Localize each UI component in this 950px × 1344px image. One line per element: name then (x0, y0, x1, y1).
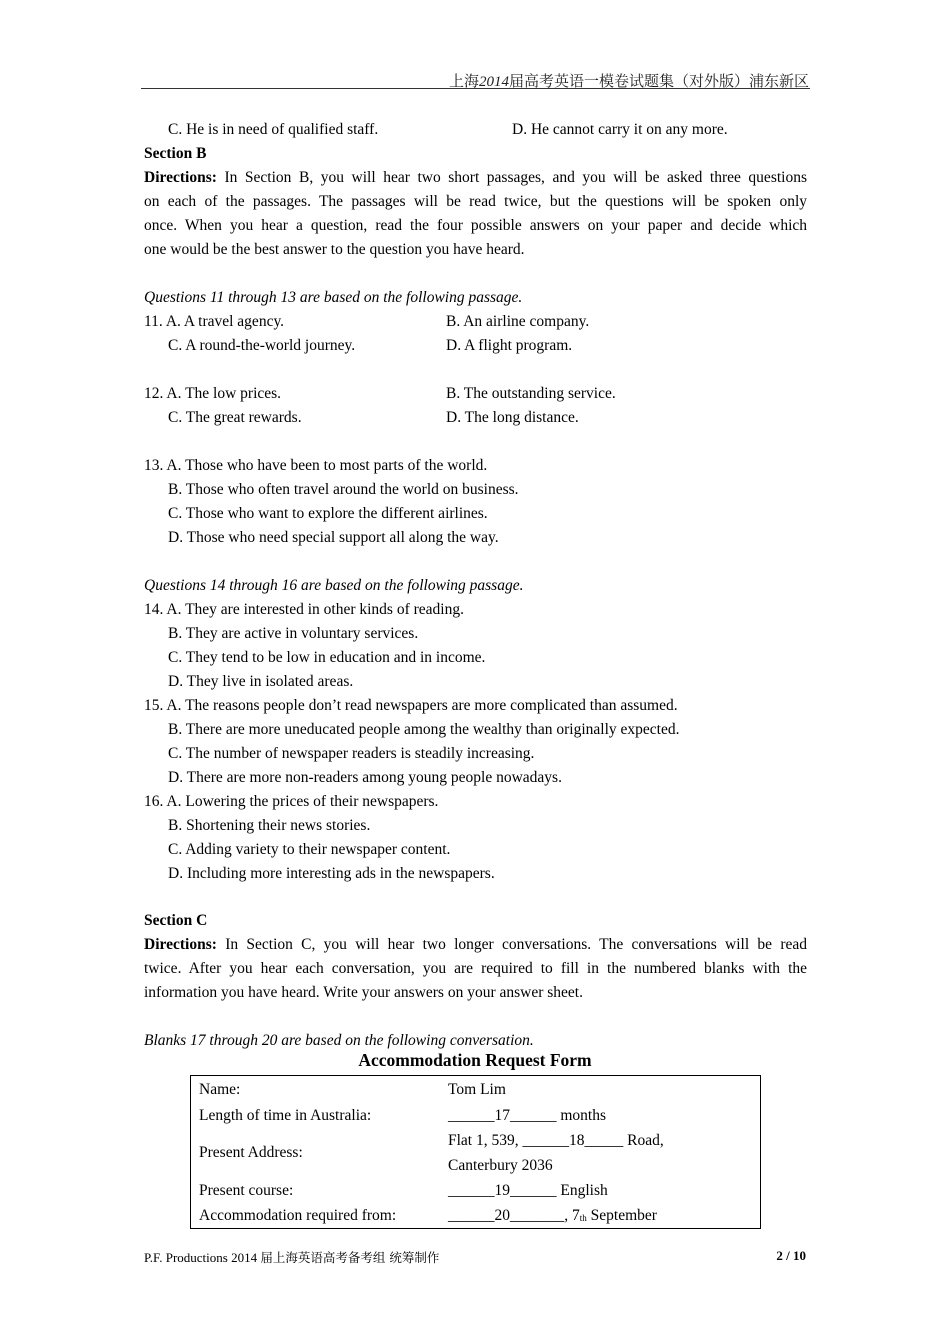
footer-credit: P.F. Productions 2014 届上海英语高考备考组 统筹制作 (144, 1250, 440, 1265)
form-value-blank-17: ______17______ months (448, 1107, 607, 1124)
directions-line: once. When you hear a question, read the four possible answers on your paper and decide which (144, 217, 807, 234)
question-12-option-d: D. The long distance. (446, 409, 579, 426)
directions-label: Directions: (144, 936, 217, 953)
accommodation-form (190, 1075, 761, 1229)
question-15-option-d: D. There are more non-readers among young people nowadays. (168, 769, 562, 786)
form-title: Accommodation Request Form (358, 1050, 592, 1070)
header-rule (141, 88, 810, 89)
section-b-title: Section B (144, 145, 207, 162)
form-value-blank-20: ______20_______, 7th September (448, 1207, 657, 1224)
header-suffix: 届高考英语一模卷试题集（对外版）浦东新区 (508, 72, 809, 90)
question-15-option-c: C. The number of newspaper readers is steadily increasing. (168, 745, 535, 762)
question-11-option-b: B. An airline company. (446, 313, 590, 330)
question-13-option-b: B. Those who often travel around the world on business. (168, 481, 519, 498)
question-16-option-b: B. Shortening their news stories. (168, 817, 371, 834)
question-15: 15. A. The reasons people don’t read newspapers are more complicated than assumed. (144, 697, 678, 714)
question-11: 11. A. A travel agency. (144, 313, 285, 330)
section-c-title: Section C (144, 912, 208, 929)
form-label-name: Name: (199, 1081, 241, 1098)
question-13: 13. A. Those who have been to most parts of the world. (144, 457, 488, 474)
question-14: 14. A. They are interested in other kinds of reading. (144, 601, 464, 618)
header-year: 2014 (478, 74, 509, 90)
question-16: 16. A. Lowering the prices of their newspapers. (144, 793, 439, 810)
directions-label: Directions: (144, 169, 217, 186)
directions-line: one would be the best answer to the question you have heard. (144, 241, 525, 258)
header-prefix: 上海 (448, 72, 479, 90)
form-value-blank-18: Flat 1, 539, ______18_____ Road, (448, 1132, 664, 1149)
section-c-directions (144, 933, 807, 1005)
question-14-option-d: D. They live in isolated areas. (168, 673, 354, 690)
page-number: 2 / 10 (776, 1248, 806, 1263)
question-12-option-c: C. The great rewards. (168, 409, 302, 426)
question-16-option-d: D. Including more interesting ads in the newspapers. (168, 865, 495, 882)
directions-line: Directions: In Section C, you will hear two longer conversations. The conversations will be read (144, 936, 807, 953)
passage-1-note: Questions 11 through 13 are based on the following passage. (144, 289, 523, 306)
directions-line: twice. After you hear each conversation, you are required to fill in the numbered blanks with the (144, 960, 807, 977)
form-label-required-from: Accommodation required from: (199, 1207, 397, 1224)
question-11-option-c: C. A round-the-world journey. (168, 337, 356, 354)
directions-line: information you have heard. Write your answers on your answer sheet. (144, 984, 583, 1001)
form-label-course: Present course: (199, 1182, 294, 1199)
form-value-name: Tom Lim (448, 1081, 506, 1098)
form-value-address-line2: Canterbury 2036 (448, 1157, 553, 1174)
blanks-note: Blanks 17 through 20 are based on the following conversation. (144, 1032, 534, 1049)
directions-line: on each of the passages. The passages will be read twice, but the questions will be spoken only (144, 193, 807, 210)
question-11-option-d: D. A flight program. (446, 337, 573, 354)
question-13-option-c: C. Those who want to explore the different airlines. (168, 505, 488, 522)
question-15-option-b: B. There are more uneducated people among the wealthy than originally expected. (168, 721, 680, 738)
passage-2-note: Questions 14 through 16 are based on the following passage. (144, 577, 524, 594)
question-12: 12. A. The low prices. (144, 385, 282, 402)
directions-line: Directions: In Section B, you will hear two short passages, and you will be asked three questions (144, 169, 807, 186)
question-14-option-b: B. They are active in voluntary services. (168, 625, 419, 642)
question-13-option-d: D. Those who need special support all along the way. (168, 529, 499, 546)
form-label-address: Present Address: (199, 1144, 303, 1161)
question-12-option-b: B. The outstanding service. (446, 385, 616, 402)
question-14-option-c: C. They tend to be low in education and in income. (168, 649, 486, 666)
form-value-blank-19: ______19______ English (448, 1182, 608, 1199)
form-label-length: Length of time in Australia: (199, 1107, 372, 1124)
section-b-directions (144, 166, 807, 262)
carryover-option-d: D. He cannot carry it on any more. (512, 121, 728, 138)
question-16-option-c: C. Adding variety to their newspaper content. (168, 841, 451, 858)
carryover-option-c: C. He is in need of qualified staff. (168, 121, 379, 138)
